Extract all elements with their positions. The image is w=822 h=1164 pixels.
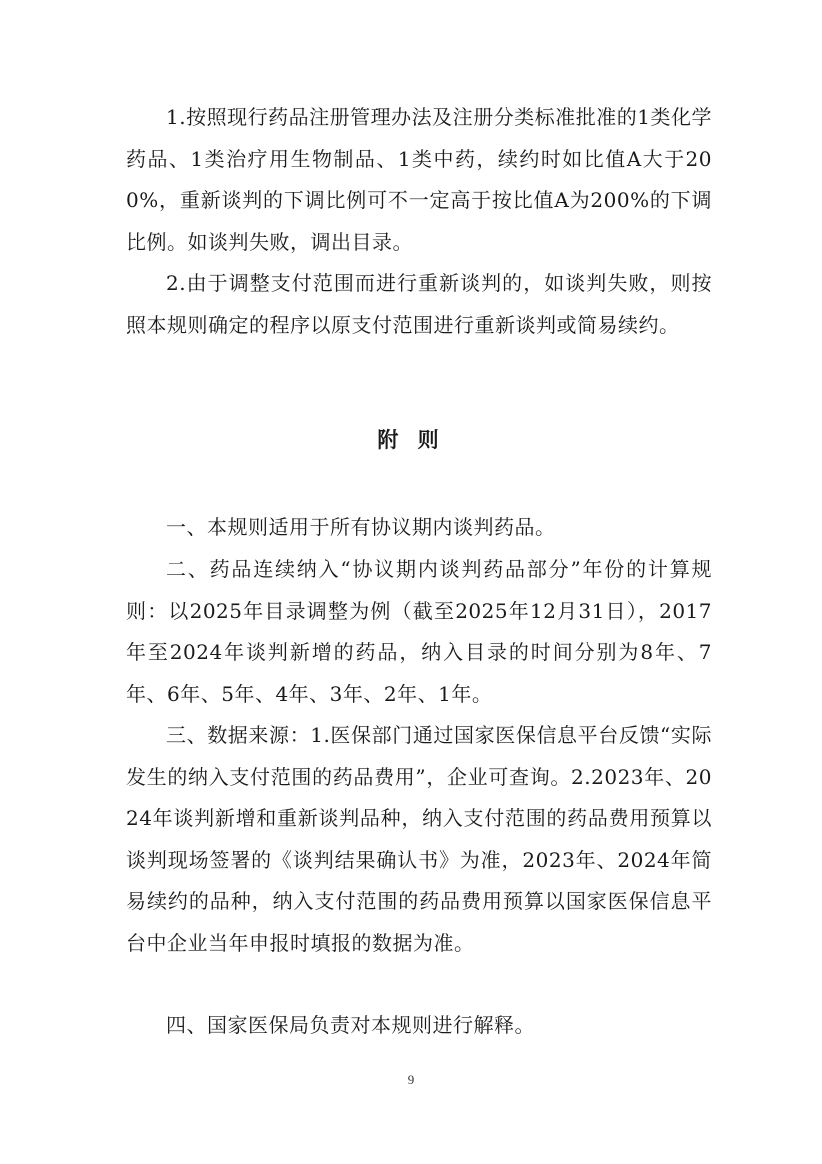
page-number: 9: [407, 1072, 415, 1087]
paragraph-article-2: 二、药品连续纳入“协议期内谈判药品部分”年份的计算规则：以2025年目录调整为例（截至2025年12月31日），2017年至2024年谈判新增的药品，纳入目录的时间分别为8年、7年、6年、5年、4年、3年、2年、1年。: [126, 557, 712, 706]
paragraph-article-4: 四、国家医保局负责对本规则进行解释。: [166, 1013, 535, 1037]
paragraph-article-3: 三、数据来源：1.医保部门通过国家医保信息平台反馈“实际发生的纳入支付范围的药品费用”，企业可查询。2.2023年、2024年谈判新增和重新谈判品种，纳入支付范围的药品费用预算以谈判现场签署的《谈判结果确认书》为准，2023年、2024年简易续约的品种，纳入支付范围的药品费用预算以国家医保信息平台中企业当年申报时填报的数据为准。: [126, 723, 712, 955]
paragraph-article-1: 一、本规则适用于所有协议期内谈判药品。: [166, 515, 556, 539]
section-title: 附 则: [377, 428, 445, 452]
paragraph-rule-1: 1.按照现行药品注册管理办法及注册分类标准批准的1类化学药品、1类治疗用生物制品、1类中药，续约时如比值A大于200%，重新谈判的下调比例可不一定高于按比值A为200%的下调比例。如谈判失败，调出目录。: [126, 105, 712, 254]
paragraph-rule-2: 2.由于调整支付范围而进行重新谈判的，如谈判失败，则按照本规则确定的程序以原支付范围进行重新谈判或简易续约。: [126, 271, 712, 337]
